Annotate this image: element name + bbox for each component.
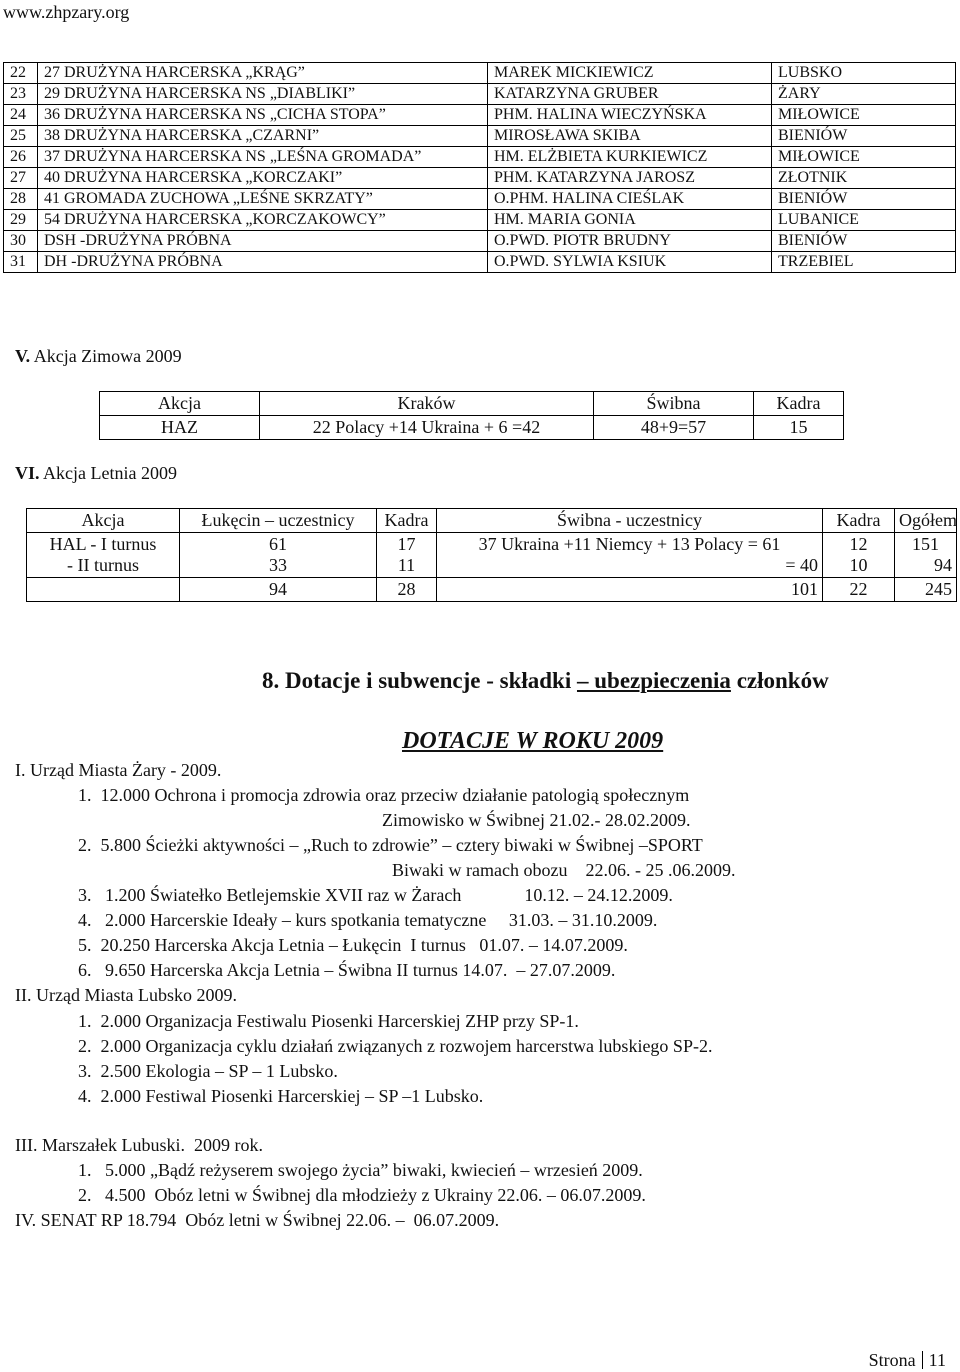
grant-line: 4. 2.000 Harcerskie Ideały – kurs spotkania tematyczne 31.03. – 31.10.2009. — [78, 910, 658, 930]
haz-header: Świbna — [594, 392, 754, 416]
unit-name: DSH -DRUŻYNA PRÓBNA — [38, 231, 488, 252]
unit-number: 30 — [4, 231, 38, 252]
haz-cell: HAZ — [100, 416, 260, 440]
unit-leader: O.PWD. SYLWIA KSIUK — [488, 252, 772, 273]
unit-leader: O.PHM. HALINA CIEŚLAK — [488, 189, 772, 210]
unit-place: BIENIÓW — [772, 231, 956, 252]
unit-leader: MIROSŁAWA SKIBA — [488, 126, 772, 147]
unit-place: LUBSKO — [772, 63, 956, 84]
haz-cell: 48+9=57 — [594, 416, 754, 440]
section-8-heading: 8. Dotacje i subwencje - składki – ubezpieczenia członków — [262, 668, 829, 693]
page-footer: Strona 11 — [868, 1350, 946, 1370]
grant-line: 3. 1.200 Światełko Betlejemskie XVII raz w Żarach 10.12. – 24.12.2009. — [78, 885, 673, 905]
unit-number: 25 — [4, 126, 38, 147]
unit-row — [4, 84, 956, 105]
unit-leader: HM. MARIA GONIA — [488, 210, 772, 231]
grant-line: 1. 12.000 Ochrona i promocja zdrowia oraz przeciw działanie patologią społecznym — [78, 785, 690, 805]
grant-line: 2. 2.000 Organizacja cyklu działań związanych z rozwojem harcerstwa lubskiego SP-2. — [78, 1036, 713, 1056]
unit-name: 40 DRUŻYNA HARCERSKA „KORCZAKI” — [38, 168, 488, 189]
lato-header: Ogółem — [895, 509, 957, 533]
lato-kadra-1: 17 11 — [377, 533, 437, 578]
unit-leader: PHM. HALINA WIECZYŃSKA — [488, 105, 772, 126]
lato-kadra-2: 12 10 — [823, 533, 895, 578]
unit-number: 31 — [4, 252, 38, 273]
unit-place: ŻARY — [772, 84, 956, 105]
lato-header: Akcja — [27, 509, 180, 533]
lato-lukecin: 61 33 — [180, 533, 377, 578]
grant-line: 2. 5.800 Ścieżki aktywności – „Ruch to zdrowie” – cztery biwaki w Świbnej –SPORT — [78, 835, 703, 855]
unit-place: BIENIÓW — [772, 126, 956, 147]
haz-cell: 15 — [754, 416, 844, 440]
section-vi-heading: VI. Akcja Letnia 2009 — [15, 463, 177, 483]
unit-place: LUBANICE — [772, 210, 956, 231]
unit-name: 54 DRUŻYNA HARCERSKA „KORCZAKOWCY” — [38, 210, 488, 231]
unit-place: ZŁOTNIK — [772, 168, 956, 189]
haz-cell: 22 Polacy +14 Ukraina + 6 =42 — [260, 416, 594, 440]
lato-turnus: HAL - I turnus - II turnus — [27, 533, 180, 578]
grant-line: 1. 5.000 „Bądź reżyserem swojego życia” biwaki, kwiecień – wrzesień 2009. — [78, 1160, 643, 1180]
unit-name: 36 DRUŻYNA HARCERSKA NS „CICHA STOPA” — [38, 105, 488, 126]
unit-number: 22 — [4, 63, 38, 84]
site-url: www.zhpzary.org — [3, 2, 130, 22]
grant-line: II. Urząd Miasta Lubsko 2009. — [15, 985, 237, 1005]
unit-place: MIŁOWICE — [772, 105, 956, 126]
section-v-heading: V. Akcja Zimowa 2009 — [15, 346, 182, 366]
unit-number: 26 — [4, 147, 38, 168]
haz-header: Akcja — [100, 392, 260, 416]
grant-line: III. Marszałek Lubuski. 2009 rok. — [15, 1135, 263, 1155]
unit-number: 24 — [4, 105, 38, 126]
unit-row — [4, 189, 956, 210]
grant-line: 1. 2.000 Organizacja Festiwalu Piosenki Harcerskiej ZHP przy SP-1. — [78, 1011, 579, 1031]
unit-leader: PHM. KATARZYNA JAROSZ — [488, 168, 772, 189]
unit-name: 41 GROMADA ZUCHOWA „LEŚNE SKRZATY” — [38, 189, 488, 210]
unit-name: 37 DRUŻYNA HARCERSKA NS „LEŚNA GROMADA” — [38, 147, 488, 168]
unit-place: TRZEBIEL — [772, 252, 956, 273]
unit-row — [4, 147, 956, 168]
unit-place: MIŁOWICE — [772, 147, 956, 168]
winter-action-table — [99, 391, 844, 440]
unit-row — [4, 210, 956, 231]
lato-sum: 101 — [437, 578, 823, 602]
lato-header: Kadra — [823, 509, 895, 533]
lato-sum: 94 — [180, 578, 377, 602]
grant-line: 6. 9.650 Harcerska Akcja Letnia – Świbna II turnus 14.07. – 27.07.2009. — [78, 960, 616, 980]
unit-leader: HM. ELŻBIETA KURKIEWICZ — [488, 147, 772, 168]
lato-header: Łukęcin – uczestnicy — [180, 509, 377, 533]
grant-line: I. Urząd Miasta Żary - 2009. — [15, 760, 222, 780]
unit-number: 27 — [4, 168, 38, 189]
lato-sum: 28 — [377, 578, 437, 602]
grant-line: Biwaki w ramach obozu 22.06. - 25 .06.2009. — [392, 860, 736, 880]
unit-row — [4, 105, 956, 126]
lato-header: Świbna - uczestnicy — [437, 509, 823, 533]
lato-sum: 22 — [823, 578, 895, 602]
summer-action-table — [26, 508, 957, 602]
haz-header: Kraków — [260, 392, 594, 416]
units-table — [3, 62, 956, 273]
unit-row — [4, 168, 956, 189]
grant-line: Zimowisko w Świbnej 21.02.- 28.02.2009. — [382, 810, 691, 830]
lato-total: 151 94 — [895, 533, 957, 578]
unit-leader: KATARZYNA GRUBER — [488, 84, 772, 105]
unit-row — [4, 63, 956, 84]
unit-name: 29 DRUŻYNA HARCERSKA NS „DIABLIKI” — [38, 84, 488, 105]
unit-row — [4, 252, 956, 273]
lato-cell — [27, 578, 180, 602]
unit-number: 28 — [4, 189, 38, 210]
unit-name: 38 DRUŻYNA HARCERSKA „CZARNI” — [38, 126, 488, 147]
grant-line: 2. 4.500 Obóz letni w Świbnej dla młodzieży z Ukrainy 22.06. – 06.07.2009. — [78, 1185, 646, 1205]
grant-line: IV. SENAT RP 18.794 Obóz letni w Świbnej 22.06. – 06.07.2009. — [15, 1210, 500, 1230]
grant-line: 5. 20.250 Harcerska Akcja Letnia – Łukęcin I turnus 01.07. – 14.07.2009. — [78, 935, 628, 955]
unit-row — [4, 231, 956, 252]
unit-leader: MAREK MICKIEWICZ — [488, 63, 772, 84]
unit-place: BIENIÓW — [772, 189, 956, 210]
unit-name: 27 DRUŻYNA HARCERSKA „KRĄG” — [38, 63, 488, 84]
dotacje-title: DOTACJE W ROKU 2009 — [402, 728, 664, 754]
unit-leader: O.PWD. PIOTR BRUDNY — [488, 231, 772, 252]
grant-line: 3. 2.500 Ekologia – SP – 1 Lubsko. — [78, 1061, 338, 1081]
haz-header: Kadra — [754, 392, 844, 416]
unit-name: DH -DRUŻYNA PRÓBNA — [38, 252, 488, 273]
grant-line: 4. 2.000 Festiwal Piosenki Harcerskiej – SP –1 Lubsko. — [78, 1086, 484, 1106]
lato-swibna: 37 Ukraina +11 Niemcy + 13 Polacy = 61 = 40 — [437, 533, 823, 578]
unit-row — [4, 126, 956, 147]
lato-header: Kadra — [377, 509, 437, 533]
unit-number: 29 — [4, 210, 38, 231]
lato-sum: 245 — [895, 578, 957, 602]
unit-number: 23 — [4, 84, 38, 105]
